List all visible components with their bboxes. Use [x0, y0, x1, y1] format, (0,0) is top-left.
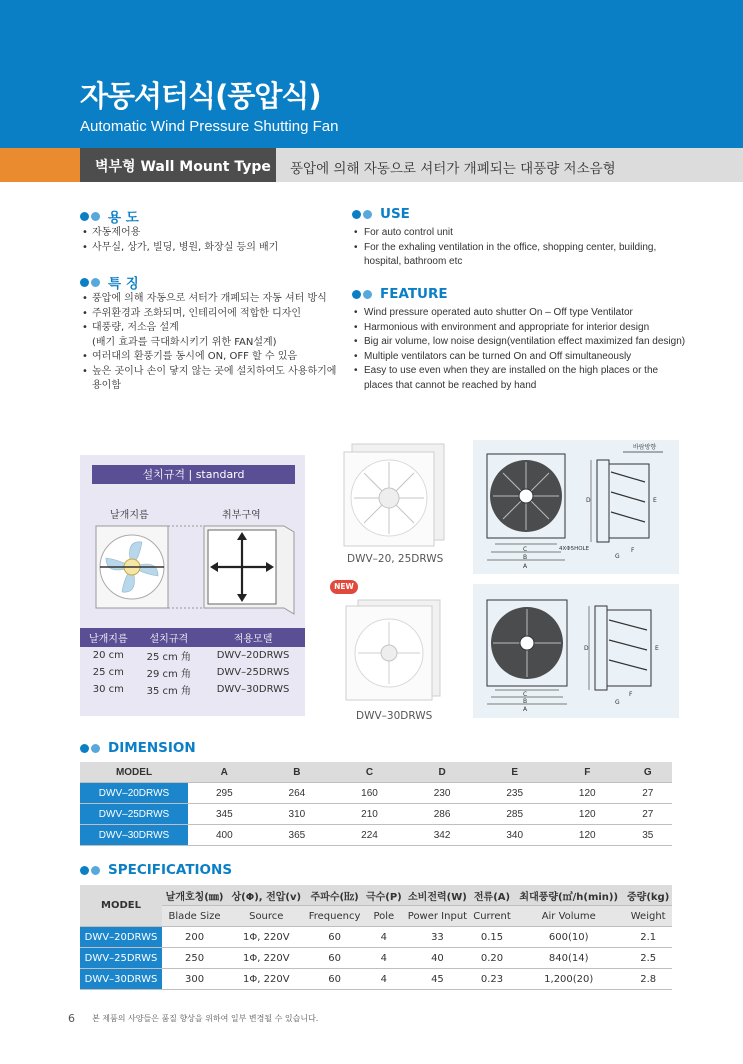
table-cell: 120 — [551, 783, 624, 804]
product-caption-1: DWV–20, 25DRWS — [347, 553, 444, 565]
drawing-letter: G — [615, 553, 620, 560]
table-header-cell: 적용모델 — [201, 628, 305, 647]
list-item: • 주위환경과 조화되며, 인테리어에 적합한 디자인 — [80, 307, 340, 322]
page-number: 6 — [68, 1012, 75, 1025]
table-cell: 0.15 — [471, 927, 513, 948]
table-cell: 600(10) — [513, 927, 624, 948]
table-cell: DWV–20DRWS — [80, 927, 162, 948]
table-cell: 230 — [406, 783, 479, 804]
table-header-cell: G — [624, 762, 672, 783]
product-image-dwv-30 — [344, 596, 444, 704]
usage-en-title: USE — [380, 206, 410, 222]
table-cell: DWV–25DRWS — [80, 948, 162, 969]
specifications-table — [80, 885, 672, 990]
list-item: • Wind pressure operated auto shutter On – Off type Ventilator — [352, 306, 702, 321]
table-cell: DWV–20DRWS — [216, 650, 290, 661]
bullet-dot-icon — [91, 212, 100, 221]
table-row — [80, 948, 672, 969]
table-cell: 1,200(20) — [513, 969, 624, 990]
table-header-cell: C — [333, 762, 406, 783]
specifications-title: SPECIFICATIONS — [108, 862, 233, 878]
list-item: • 사무실, 상가, 빌딩, 병원, 화장실 등의 배기 — [80, 241, 330, 256]
table-cell: 365 — [261, 825, 334, 846]
table-cell: 120 — [551, 804, 624, 825]
table-cell: 2.8 — [624, 969, 672, 990]
table-header-cell: 극수(P) — [364, 885, 404, 906]
specifications-heading — [80, 862, 232, 878]
bullet-dot-icon — [80, 212, 89, 221]
standard-illustration — [88, 520, 300, 620]
table-header-cell: 날개지름 — [80, 628, 137, 647]
table-cell: 210 — [333, 804, 406, 825]
table-cell: 342 — [406, 825, 479, 846]
table-header-cell: 전류(A) — [471, 885, 513, 906]
table-header-cell: Source — [227, 906, 305, 927]
table-header-row — [80, 885, 672, 906]
drawing-letter: D — [586, 497, 591, 504]
table-header-row — [80, 906, 672, 927]
list-item: • Multiple ventilators can be turned On and Off simultaneously — [352, 350, 702, 365]
list-item: • For auto control unit — [352, 226, 692, 241]
table-cell: 295 — [188, 783, 261, 804]
table-header-cell: 설치규격 — [137, 628, 202, 647]
mount-area-label: 취부구역 — [222, 510, 261, 521]
table-header-cell: Pole — [364, 906, 404, 927]
table-header-cell: Current — [471, 906, 513, 927]
table-header-cell: Frequency — [305, 906, 363, 927]
list-item: • 대풍량, 저소음 설계 — [80, 321, 340, 336]
bullet-dot-icon — [352, 290, 361, 299]
feature-ko-heading — [80, 272, 139, 292]
bullet-dot-icon — [80, 278, 89, 287]
table-cell: 1Φ, 220V — [227, 969, 305, 990]
page-title: 자동셔터식(풍압식) — [80, 79, 321, 113]
drawing-letter: B — [523, 698, 528, 705]
usage-ko-heading — [80, 206, 139, 226]
bullet-dot-icon — [363, 290, 372, 299]
table-cell: 400 — [188, 825, 261, 846]
band-accent — [0, 148, 80, 182]
table-cell: 160 — [333, 783, 406, 804]
dimension-title: DIMENSION — [108, 740, 196, 756]
table-cell: 0.20 — [471, 948, 513, 969]
dimension-heading — [80, 740, 196, 756]
usage-ko-list — [80, 226, 330, 255]
table-header-cell: MODEL — [80, 885, 162, 927]
table-cell: 250 — [162, 948, 227, 969]
table-cell: 120 — [551, 825, 624, 846]
table-header-cell: Blade Size — [162, 906, 227, 927]
list-item: • 풍압에 의해 자동으로 셔터가 개폐되는 자동 셔터 방식 — [80, 292, 340, 307]
list-item: (배기 효과를 극대화시키기 위한 FAN설계) — [92, 336, 277, 348]
drawing-letter: E — [655, 645, 659, 652]
drawing-wind-label: 바람방향 — [633, 444, 657, 451]
table-row — [80, 783, 672, 804]
table-cell: 35 cm 角 — [146, 686, 191, 697]
drawing-letter: F — [629, 691, 633, 698]
bullet-dot-icon — [80, 866, 89, 875]
list-item: hospital, bathroom etc — [364, 256, 463, 267]
list-item: • 높은 곳이나 손이 닿지 않는 곳에 설치하여도 사용하기에 — [80, 365, 340, 380]
table-cell: 35 — [624, 825, 672, 846]
table-row — [80, 681, 305, 698]
feature-en-title: FEATURE — [380, 286, 448, 302]
table-cell: 224 — [333, 825, 406, 846]
table-header-cell: 주파수(㎐) — [305, 885, 363, 906]
drawing-letter: B — [523, 554, 528, 561]
table-cell: 40 — [404, 948, 471, 969]
table-cell: DWV–30DRWS — [80, 969, 162, 990]
table-cell: 27 — [624, 783, 672, 804]
table-cell: 1Φ, 220V — [227, 948, 305, 969]
table-cell: 60 — [305, 948, 363, 969]
footnote: 본 제품의 사양들은 품질 향상을 위하여 일부 변경될 수 있습니다. — [92, 1014, 319, 1023]
table-header-row — [80, 762, 672, 783]
list-item: • 자동제어용 — [80, 226, 330, 241]
table-cell: DWV–20DRWS — [80, 783, 188, 804]
drawing-letter: A — [523, 563, 528, 570]
standard-table — [80, 628, 305, 698]
bullet-dot-icon — [91, 278, 100, 287]
table-cell: DWV–25DRWS — [80, 804, 188, 825]
dimension-table — [80, 762, 672, 846]
list-item: places that cannot be reached by hand — [364, 379, 537, 391]
technical-drawing-2-lines — [473, 584, 679, 718]
table-cell: 2.1 — [624, 927, 672, 948]
table-cell: 4 — [364, 948, 404, 969]
table-header-cell: E — [478, 762, 551, 783]
drawing-letter: A — [523, 706, 528, 713]
drawing-letter: D — [584, 645, 589, 652]
table-header-cell: A — [188, 762, 261, 783]
drawing-hole-label: 4XΦ5HOLE — [559, 546, 590, 552]
table-cell: 285 — [478, 804, 551, 825]
table-header-cell: 중량(kg) — [624, 885, 672, 906]
drawing-letter: C — [523, 691, 528, 698]
usage-en-list — [352, 226, 692, 270]
page-subtitle: Automatic Wind Pressure Shutting Fan — [80, 118, 339, 135]
table-cell: 33 — [404, 927, 471, 948]
mount-type-description: 풍압에 의해 자동으로 셔터가 개폐되는 대풍량 저소음형 — [290, 161, 616, 177]
list-item: • Big air volume, low noise design(ventilation effect maximized fan design) — [352, 335, 702, 350]
table-cell: 60 — [305, 969, 363, 990]
table-cell: 1Φ, 220V — [227, 927, 305, 948]
table-cell: 300 — [162, 969, 227, 990]
table-cell: 29 cm 角 — [146, 669, 191, 680]
table-row — [80, 825, 672, 846]
table-cell: 30 cm — [92, 684, 124, 695]
table-cell: 45 — [404, 969, 471, 990]
table-cell: 264 — [261, 783, 334, 804]
table-cell: 340 — [478, 825, 551, 846]
mount-type-label: 벽부형 Wall Mount Type — [95, 159, 271, 175]
table-header-cell: 상(Φ), 전압(v) — [227, 885, 305, 906]
usage-ko-title: 용 도 — [108, 210, 139, 226]
table-header-cell: Power Input — [404, 906, 471, 927]
table-cell: 840(14) — [513, 948, 624, 969]
blade-diameter-label: 날개지름 — [110, 510, 149, 521]
table-header-cell: MODEL — [80, 762, 188, 783]
product-image-dwv-20-25 — [342, 440, 450, 548]
table-cell: 345 — [188, 804, 261, 825]
table-header-cell: 최대풍량(㎥/h(min)) — [513, 885, 624, 906]
table-cell: 2.5 — [624, 948, 672, 969]
bullet-dot-icon — [363, 210, 372, 219]
table-cell: 25 cm — [92, 667, 124, 678]
feature-en-heading — [352, 286, 448, 302]
drawing-letter: G — [615, 699, 620, 706]
table-header-cell: Air Volume — [513, 906, 624, 927]
drawing-letter: E — [653, 497, 657, 504]
table-cell: 286 — [406, 804, 479, 825]
table-cell: 4 — [364, 969, 404, 990]
table-header-cell: Weight — [624, 906, 672, 927]
table-header-cell: B — [261, 762, 334, 783]
feature-ko-title: 특 징 — [108, 276, 139, 292]
table-cell: 27 — [624, 804, 672, 825]
feature-ko-list — [80, 292, 340, 394]
bullet-dot-icon — [91, 866, 100, 875]
table-cell: DWV–25DRWS — [216, 667, 290, 678]
product-caption-2: DWV–30DRWS — [356, 710, 433, 722]
bullet-dot-icon — [352, 210, 361, 219]
table-cell: 0.23 — [471, 969, 513, 990]
drawing-letter: C — [523, 546, 528, 553]
table-cell: 25 cm 角 — [146, 652, 191, 663]
table-cell: DWV–30DRWS — [80, 825, 188, 846]
table-cell: 235 — [478, 783, 551, 804]
table-row — [80, 927, 672, 948]
table-header-cell: D — [406, 762, 479, 783]
table-header-cell: 날개호칭(㎜) — [162, 885, 227, 906]
feature-en-list — [352, 306, 702, 393]
table-row — [80, 804, 672, 825]
list-item: 용이함 — [92, 380, 121, 391]
table-cell: DWV–30DRWS — [216, 684, 290, 695]
usage-en-heading — [352, 206, 410, 222]
table-row — [80, 647, 305, 664]
list-item: • Easy to use even when they are installed on the high places or the — [352, 364, 702, 379]
table-cell: 310 — [261, 804, 334, 825]
table-header-cell: 소비전력(W) — [404, 885, 471, 906]
table-cell: 60 — [305, 927, 363, 948]
table-header-row — [80, 628, 305, 647]
table-cell: 4 — [364, 927, 404, 948]
table-cell: 200 — [162, 927, 227, 948]
list-item: • For the exhaling ventilation in the office, shopping center, building, — [352, 241, 692, 256]
list-item: • Harmonious with environment and appropriate for interior design — [352, 321, 702, 336]
technical-drawing-1-lines — [473, 440, 679, 574]
table-row — [80, 969, 672, 990]
drawing-letter: F — [631, 547, 635, 554]
table-header-cell: F — [551, 762, 624, 783]
table-row — [80, 664, 305, 681]
new-badge: NEW — [330, 580, 358, 594]
table-cell: 20 cm — [92, 650, 124, 661]
standard-heading: 설치규격 | standard — [92, 465, 295, 484]
bullet-dot-icon — [91, 744, 100, 753]
bullet-dot-icon — [80, 744, 89, 753]
list-item: • 여러대의 환풍기를 동시에 ON, OFF 할 수 있음 — [80, 350, 340, 365]
